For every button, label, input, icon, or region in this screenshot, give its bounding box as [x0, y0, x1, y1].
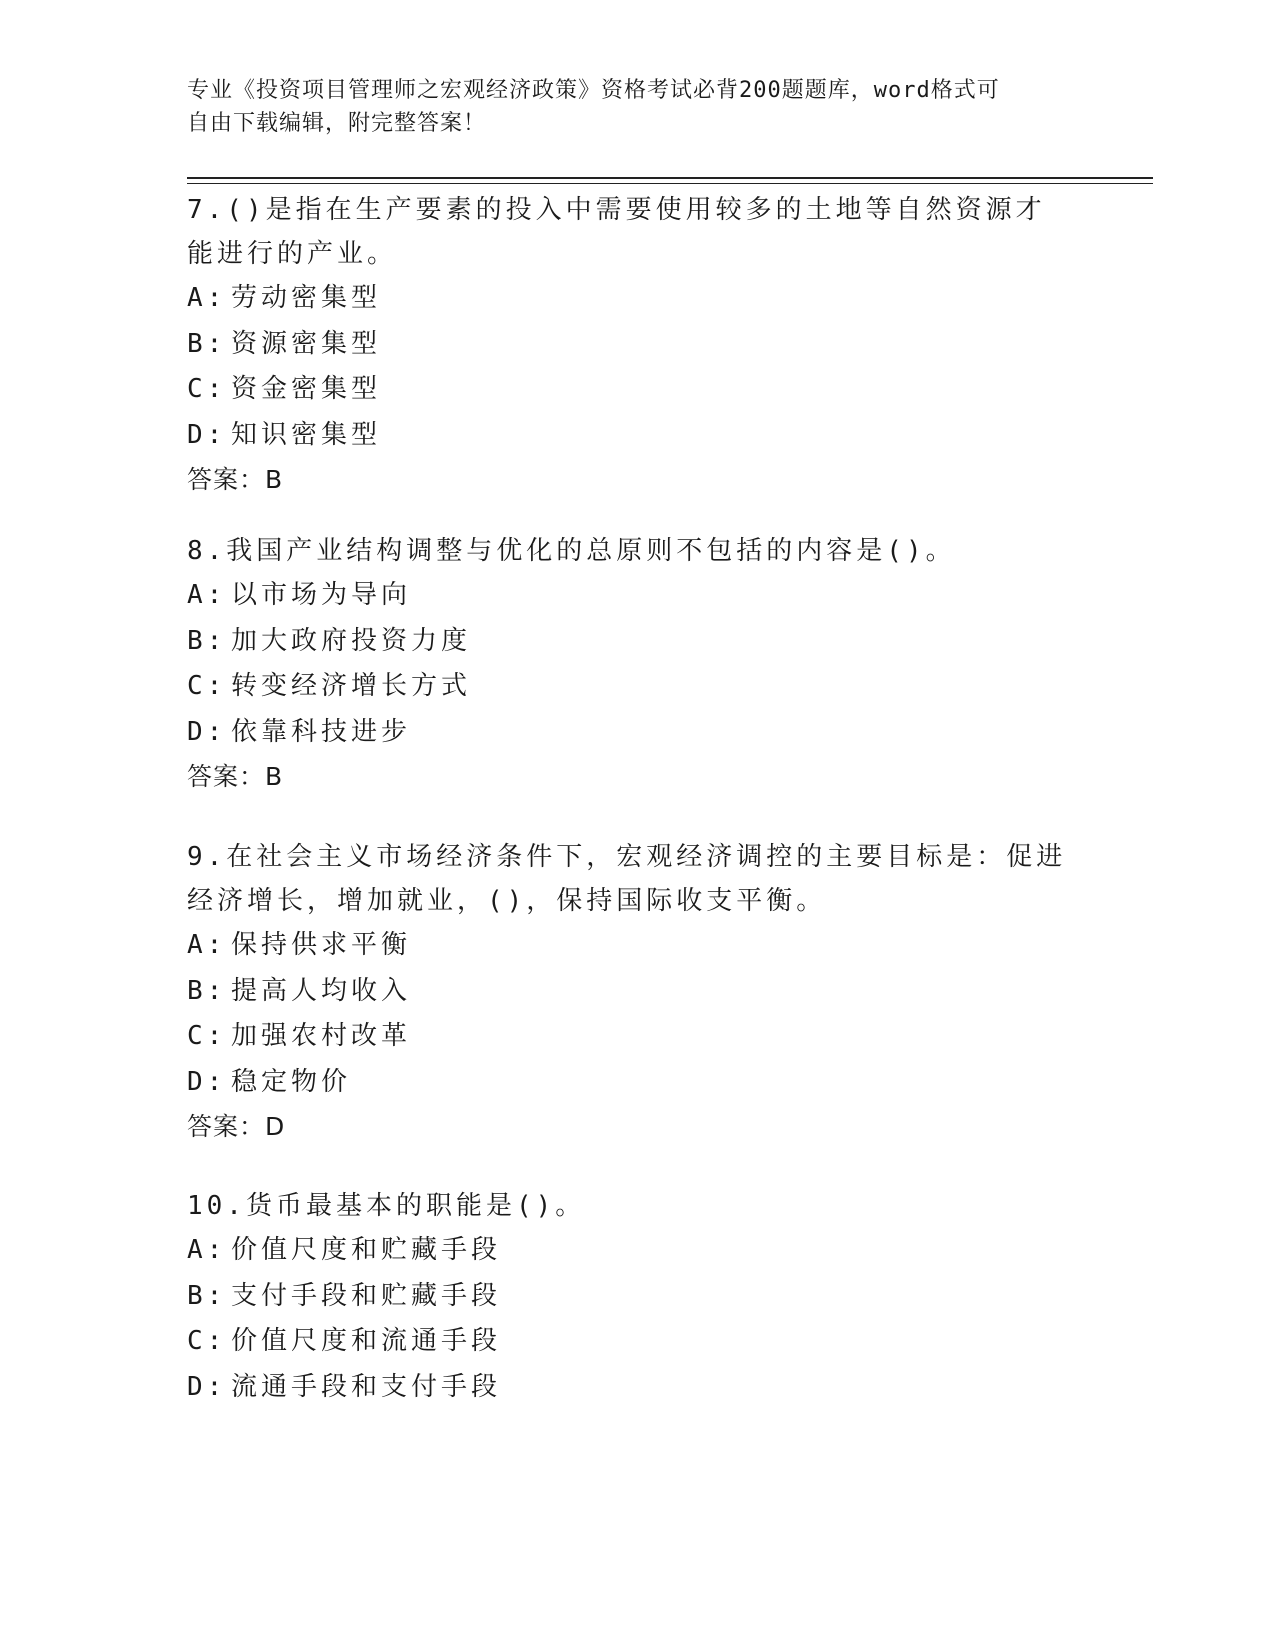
question-8	[187, 529, 1067, 799]
question-10	[187, 1184, 1067, 1410]
option-a	[187, 573, 1067, 619]
option-c	[187, 1014, 1067, 1060]
option-d	[187, 413, 1067, 459]
option-d	[187, 1060, 1067, 1106]
option-letter: A:	[187, 283, 227, 313]
answer-line: 答案：D	[187, 1112, 286, 1141]
header-line-2: 自由下载编辑，附完整答案！	[187, 111, 487, 136]
option-letter: D:	[187, 1066, 227, 1097]
option-d	[187, 1365, 1067, 1411]
option-b	[187, 969, 1067, 1015]
option-text: 流通手段和支付手段	[231, 1371, 502, 1402]
option-a	[187, 923, 1067, 969]
option-letter: C:	[187, 1326, 227, 1356]
option-text: 加强农村改革	[231, 1021, 412, 1051]
option-letter: B:	[187, 1280, 227, 1311]
option-text: 以市场为导向	[231, 580, 412, 610]
option-letter: A:	[187, 1235, 227, 1265]
option-b	[187, 322, 1067, 368]
answer-line: 答案：B	[187, 465, 284, 494]
option-letter: B:	[187, 328, 227, 359]
option-b	[187, 619, 1067, 665]
option-c	[187, 367, 1067, 413]
option-letter: C:	[187, 1021, 227, 1051]
question-9	[187, 835, 1067, 1149]
option-d	[187, 710, 1067, 756]
option-letter: C:	[187, 374, 227, 404]
document-header	[187, 74, 1067, 140]
option-a	[187, 276, 1067, 322]
option-text: 保持供求平衡	[231, 930, 412, 960]
option-text: 依靠科技进步	[231, 716, 412, 747]
question-stem: 8.我国产业结构调整与优化的总原则不包括的内容是()。	[187, 536, 956, 566]
option-letter: C:	[187, 671, 227, 701]
header-line-1: 专业《投资项目管理师之宏观经济政策》资格考试必背200题题库，word格式可	[187, 78, 1000, 103]
question-7	[187, 188, 1067, 502]
option-text: 支付手段和贮藏手段	[231, 1280, 502, 1311]
option-c	[187, 1319, 1067, 1365]
option-text: 提高人均收入	[231, 975, 412, 1006]
question-stem: 9.在社会主义市场经济条件下，宏观经济调控的主要目标是：促进经济增长，增加就业，()，保持国际收支平衡。	[187, 842, 1067, 916]
option-letter: B:	[187, 625, 227, 656]
header-divider-thin	[187, 183, 1153, 184]
option-text: 转变经济增长方式	[231, 671, 472, 701]
option-letter: A:	[187, 580, 227, 610]
option-text: 价值尺度和贮藏手段	[231, 1235, 502, 1265]
option-text: 劳动密集型	[231, 283, 382, 313]
option-letter: D:	[187, 419, 227, 450]
option-text: 资源密集型	[231, 328, 382, 359]
option-text: 稳定物价	[231, 1066, 352, 1097]
option-c	[187, 664, 1067, 710]
question-stem: 7.()是指在生产要素的投入中需要使用较多的土地等自然资源才能进行的产业。	[187, 195, 1046, 269]
option-b	[187, 1274, 1067, 1320]
option-letter: B:	[187, 975, 227, 1006]
option-text: 资金密集型	[231, 374, 382, 404]
option-letter: A:	[187, 930, 227, 960]
header-divider-thick	[187, 177, 1153, 179]
option-letter: D:	[187, 1371, 227, 1402]
option-a	[187, 1228, 1067, 1274]
answer-line: 答案：B	[187, 762, 284, 791]
option-text: 加大政府投资力度	[231, 625, 472, 656]
question-stem: 10.货币最基本的职能是()。	[187, 1191, 586, 1221]
option-letter: D:	[187, 716, 227, 747]
option-text: 知识密集型	[231, 419, 382, 450]
option-text: 价值尺度和流通手段	[231, 1326, 502, 1356]
